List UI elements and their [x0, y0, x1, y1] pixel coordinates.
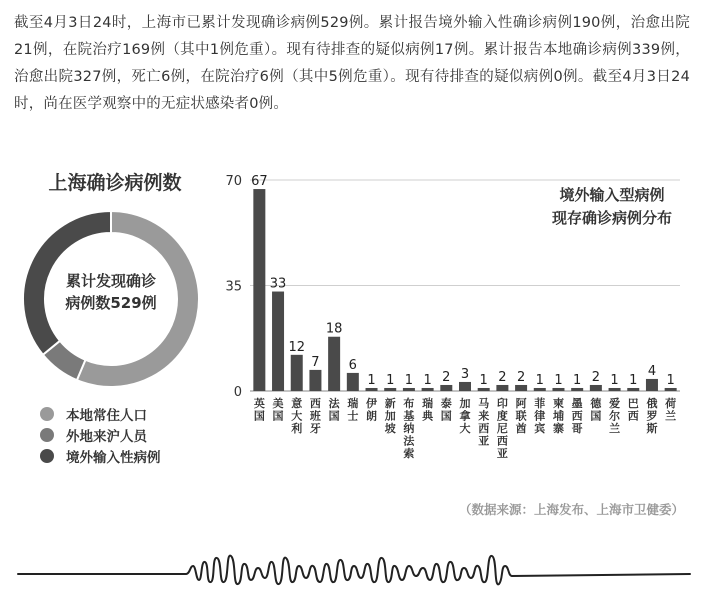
- bar-value-label: 18: [325, 321, 343, 337]
- bar: [384, 388, 396, 391]
- bar-value-label: 1: [666, 372, 675, 388]
- bar: [328, 337, 340, 391]
- bar: [571, 388, 583, 391]
- donut-center-label-line2: 病例数529例: [65, 294, 157, 312]
- bar-value-label: 1: [535, 372, 544, 388]
- y-tick-label: 0: [233, 385, 242, 400]
- bar-value-label: 2: [498, 369, 507, 385]
- bar-value-label: 2: [516, 369, 526, 385]
- x-category-label: 阿联酋: [515, 397, 527, 435]
- x-category-label: 法国: [328, 397, 340, 423]
- legend-label: 境外输入性病例: [66, 449, 161, 466]
- bar: [627, 388, 639, 391]
- bar-value-label: 1: [610, 372, 619, 388]
- donut-chart-title: 上海确诊病例数: [48, 172, 182, 194]
- x-category-label: 伊朗: [366, 397, 378, 423]
- bar: [609, 388, 621, 391]
- bar: [366, 388, 378, 391]
- bar: [534, 388, 546, 391]
- x-category-label: 荷兰: [665, 397, 677, 423]
- bar-value-label: 1: [423, 372, 432, 388]
- x-category-label: 马来西亚: [478, 397, 490, 448]
- bar-value-label: 1: [573, 372, 582, 388]
- x-category-label: 印度尼西亚: [496, 397, 508, 460]
- decorative-wave-divider: [0, 540, 702, 600]
- bar-chart-title-line2: 现存确诊病例分布: [551, 209, 673, 227]
- x-category-label: 意大利: [291, 397, 303, 435]
- bar-value-label: 6: [348, 357, 357, 373]
- bar: [272, 292, 284, 391]
- bar: [291, 355, 303, 391]
- bar: [459, 382, 471, 391]
- bar-value-label: 12: [288, 339, 306, 355]
- x-category-label: 菲律宾: [534, 397, 546, 435]
- x-category-label: 美国: [272, 397, 284, 423]
- bar-chart-title-line1: 境外输入型病例: [559, 186, 665, 204]
- x-category-label: 加拿大: [459, 397, 471, 435]
- y-tick-label: 35: [225, 279, 242, 295]
- bar-value-label: 2: [442, 369, 451, 385]
- x-category-label: 泰国: [440, 397, 452, 423]
- x-category-label: 柬埔寨: [552, 397, 564, 435]
- bar-value-label: 1: [367, 372, 376, 388]
- bar: [422, 388, 434, 391]
- bar-value-label: 1: [554, 372, 563, 388]
- bar-value-label: 4: [647, 363, 657, 379]
- bar: [590, 385, 602, 391]
- bar: [665, 388, 677, 391]
- bar: [478, 388, 490, 391]
- bar-value-label: 67: [251, 174, 268, 190]
- bar: [309, 370, 321, 391]
- bar: [403, 388, 415, 391]
- legend-label: 外地来沪人员: [66, 428, 147, 445]
- x-category-label: 布基纳法索: [403, 397, 415, 460]
- bar: [347, 373, 359, 391]
- x-category-label: 巴西: [627, 397, 639, 423]
- bar: [646, 379, 658, 391]
- summary-paragraph: 截至4月3日24时，上海市已累计发现确诊病例529例。累计报告境外输入性确诊病例190例，治愈出院21例，在院治疗169例（其中1例危重）。现有待排查的疑似病例17例。累计报告本地确诊病例339例，治愈出院327例，死亡6例，在院治疗6例（其中5例危重）。现有待排查的疑似病例0例。截至4月3日24时，尚在医学观察中的无症状感染者0例。: [14, 15, 690, 112]
- bar: [440, 385, 452, 391]
- bar-value-label: 2: [591, 369, 601, 385]
- x-category-label: 瑞士: [347, 397, 359, 423]
- bar-value-label: 1: [386, 372, 395, 388]
- x-category-label: 墨西哥: [571, 397, 583, 435]
- bar-value-label: 7: [311, 354, 320, 370]
- y-tick-label: 70: [225, 174, 242, 189]
- donut-center-label-line1: 累计发现确诊: [65, 272, 156, 290]
- x-category-label: 爱尔兰: [609, 397, 621, 435]
- legend-label: 本地常住人口: [66, 407, 147, 424]
- data-source-note: （数据来源：上海发布、上海市卫健委）: [458, 502, 684, 517]
- bar: [515, 385, 527, 391]
- bar-value-label: 1: [479, 372, 488, 388]
- x-category-label: 西班牙: [309, 397, 321, 435]
- bar: [496, 385, 508, 391]
- bar: [253, 189, 265, 391]
- x-category-label: 英国: [253, 397, 265, 423]
- bar-value-label: 3: [460, 366, 470, 382]
- bar-value-label: 1: [404, 372, 414, 388]
- x-category-label: 德国: [590, 397, 602, 423]
- bar-value-label: 1: [629, 372, 638, 388]
- bar-value-label: 33: [269, 276, 287, 292]
- bar: [552, 388, 564, 391]
- x-category-label: 瑞典: [422, 397, 434, 423]
- x-category-label: 新加坡: [384, 397, 396, 435]
- x-category-label: 俄罗斯: [646, 397, 658, 435]
